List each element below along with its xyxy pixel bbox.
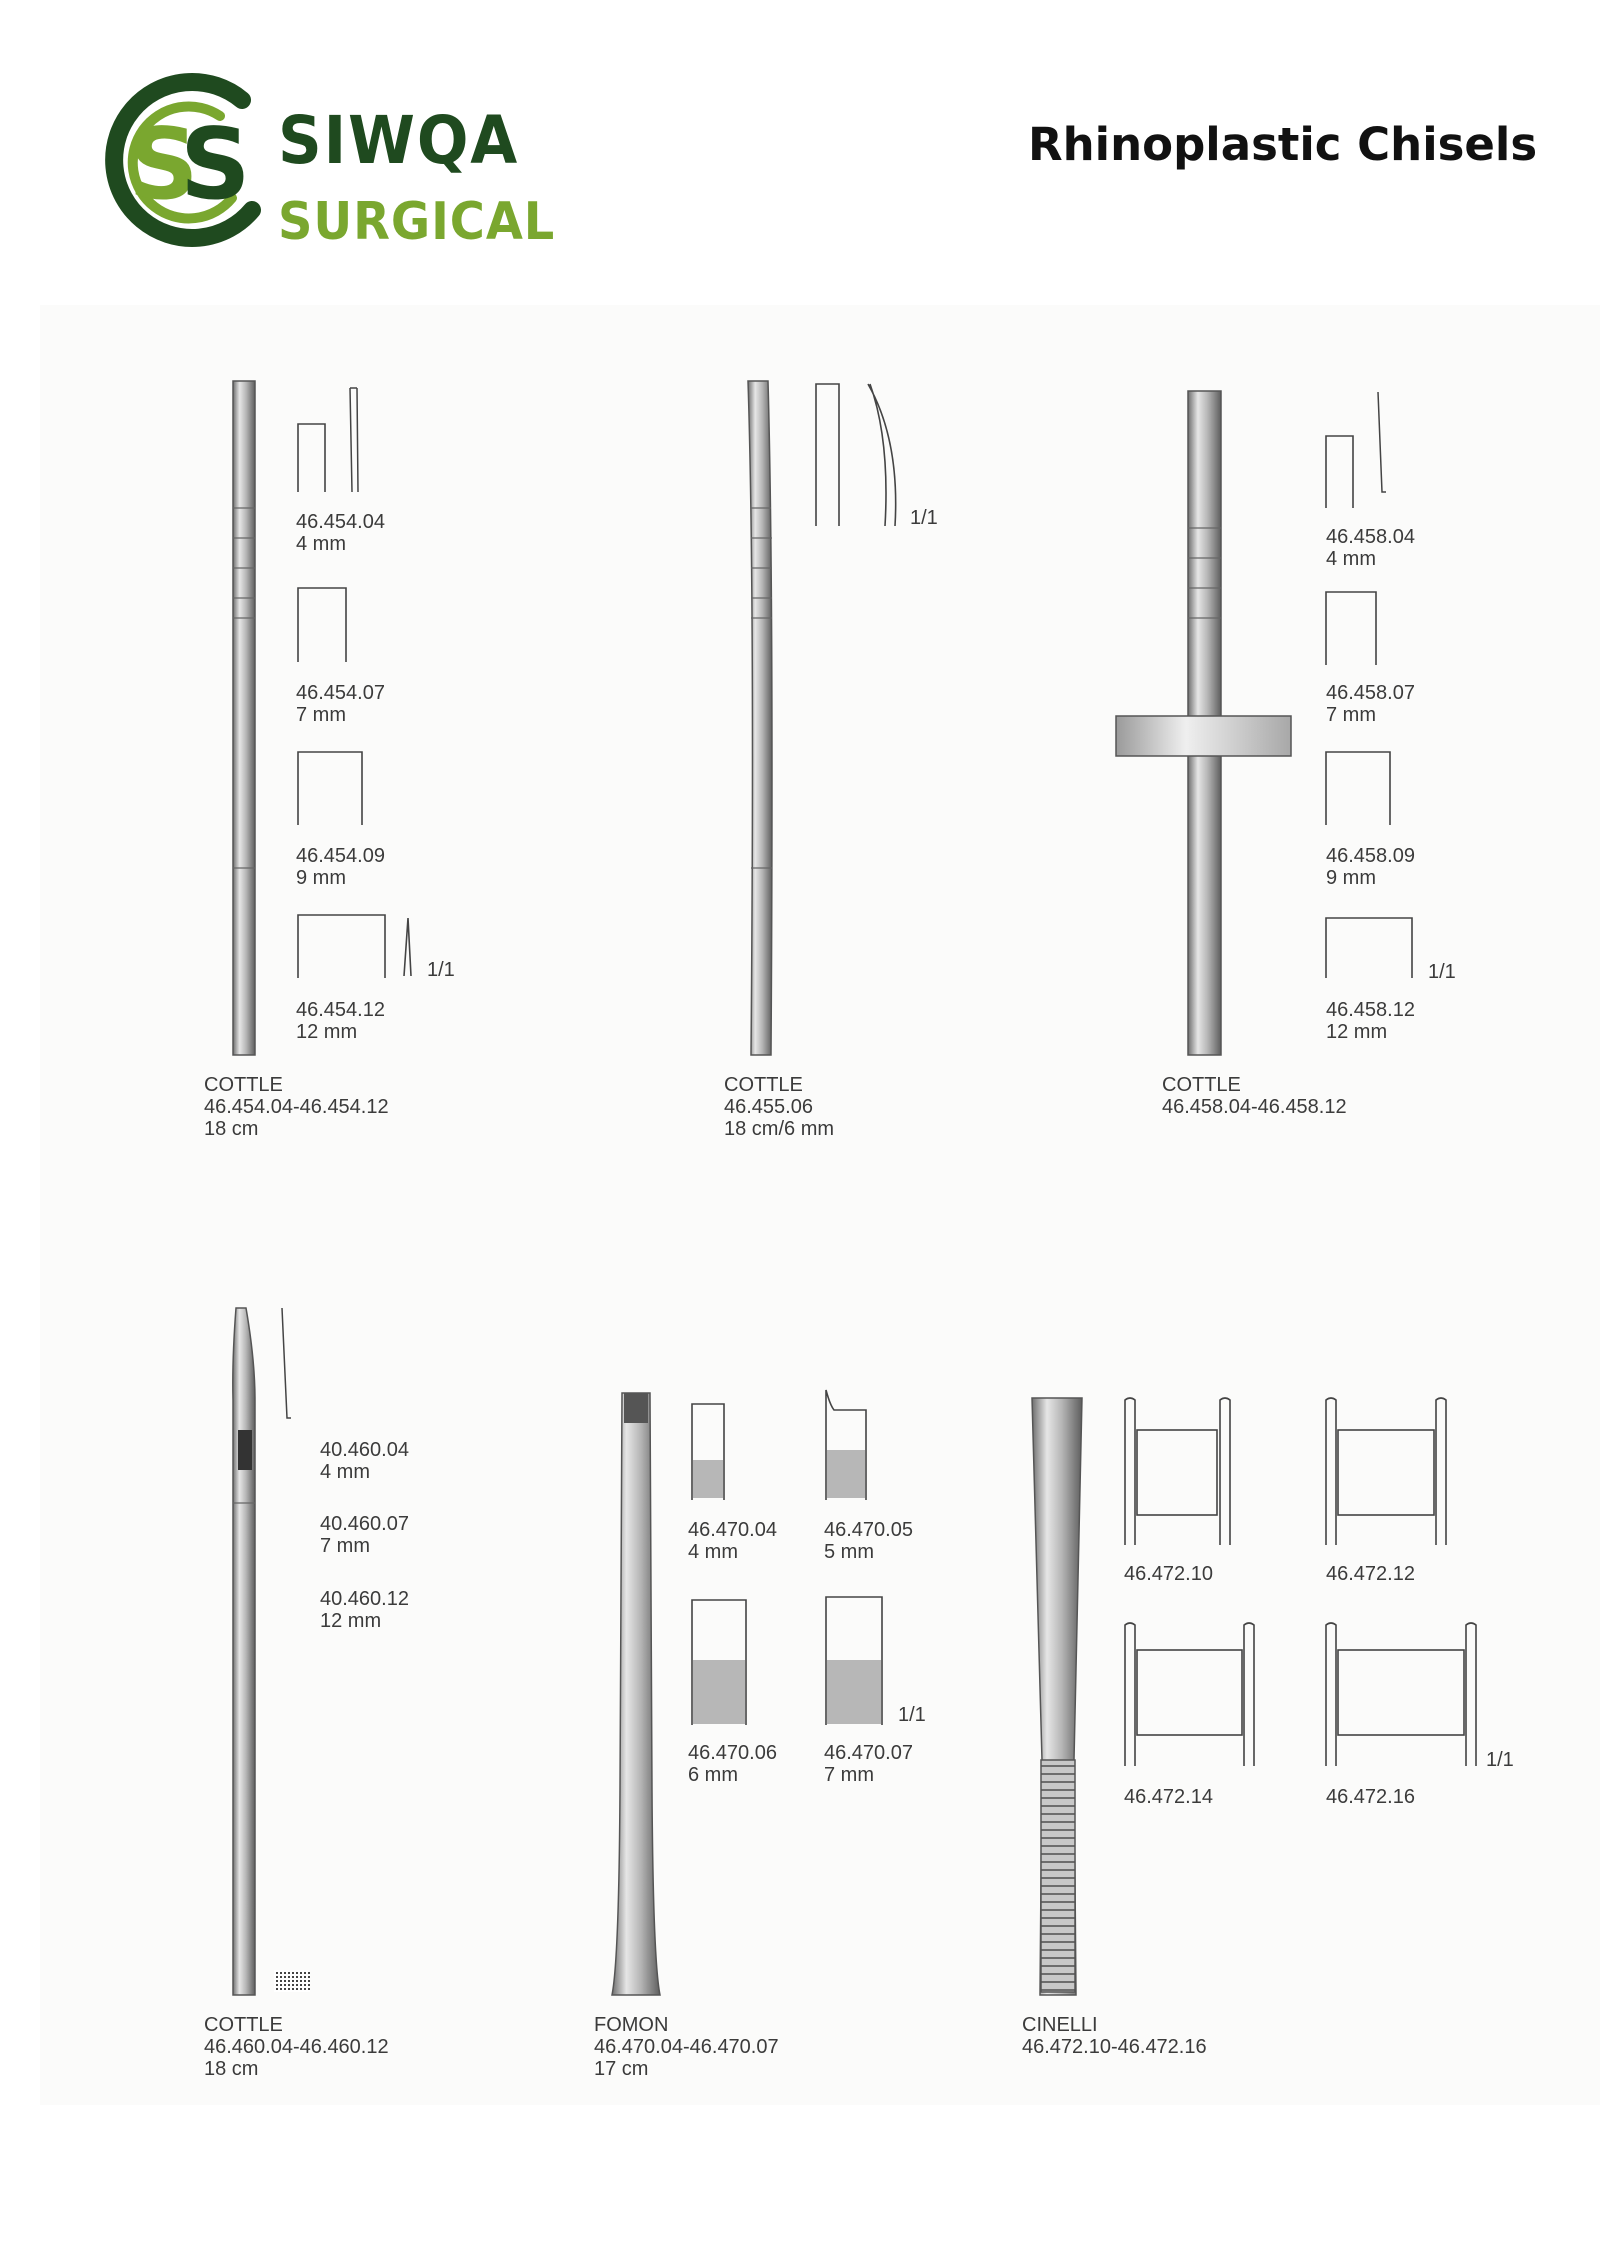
scale-mark: 1/1	[1428, 961, 1456, 983]
caption	[1022, 2014, 1207, 2058]
caption-name: CINELLI	[1022, 2014, 1098, 2036]
size-label-mm: 4 mm	[320, 1461, 370, 1483]
size-label-mm: 9 mm	[296, 867, 346, 889]
caption	[594, 2014, 779, 2080]
size-label-code: 40.460.04	[320, 1439, 409, 1461]
brand-subtitle: SURGICAL	[278, 192, 556, 252]
size-label-mm: 12 mm	[320, 1610, 382, 1632]
svg-text:S: S	[180, 108, 251, 222]
caption-range: 46.460.04-46.460.12	[204, 2036, 389, 2058]
size-label-code: 46.454.04	[296, 511, 385, 533]
size-label-mm: 7 mm	[320, 1535, 370, 1557]
scale-mark: 1/1	[1486, 1749, 1514, 1771]
size-label-code: 46.458.09	[1326, 845, 1415, 867]
svg-text:S: S	[128, 108, 199, 222]
caption	[204, 1074, 389, 1140]
size-label-mm: 12 mm	[296, 1021, 358, 1043]
size-label-code: 46.472.12	[1326, 1563, 1415, 1585]
size-label-mm: 7 mm	[824, 1764, 874, 1786]
caption-range: 46.472.10-46.472.16	[1022, 2036, 1207, 2058]
scale-mark: 1/1	[427, 959, 455, 981]
caption-name: COTTLE	[204, 2014, 283, 2036]
size-label-code: 46.472.14	[1124, 1786, 1213, 1808]
scale-mark: 1/1	[910, 507, 938, 529]
caption-range: 46.454.04-46.454.12	[204, 1096, 389, 1118]
size-label-mm: 7 mm	[296, 704, 346, 726]
caption-name: COTTLE	[204, 1074, 283, 1096]
caption-length: 18 cm/6 mm	[724, 1118, 835, 1140]
size-label-code: 46.458.04	[1326, 526, 1415, 548]
size-label-mm: 6 mm	[688, 1764, 738, 1786]
caption-length: 17 cm	[594, 2058, 649, 2080]
size-label-code: 46.472.16	[1326, 1786, 1415, 1808]
size-label-code: 40.460.12	[320, 1588, 409, 1610]
size-label-mm: 12 mm	[1326, 1021, 1388, 1043]
fomon-chisel	[612, 1390, 882, 1995]
size-label-mm: 7 mm	[1326, 704, 1376, 726]
page-title: Rhinoplastic Chisels	[1028, 118, 1538, 171]
caption	[724, 1074, 834, 1140]
brand-name: SIWQA	[278, 102, 520, 179]
caption-range: 46.458.04-46.458.12	[1162, 1096, 1347, 1118]
scale-mark: 1/1	[898, 1704, 926, 1726]
size-label-code: 46.472.10	[1124, 1563, 1213, 1585]
size-label-code: 46.454.12	[296, 999, 385, 1021]
cottle-chisel-curved	[748, 381, 896, 1055]
size-label-code: 46.454.07	[296, 682, 385, 704]
size-label-code: 46.458.12	[1326, 999, 1415, 1021]
caption-length: 18 cm	[204, 1118, 259, 1140]
size-label-mm: 4 mm	[296, 533, 346, 555]
size-label-code: 46.470.06	[688, 1742, 777, 1764]
caption	[204, 2014, 389, 2080]
caption	[1162, 1074, 1347, 1118]
caption-name: COTTLE	[724, 1074, 803, 1096]
caption-range: 46.470.04-46.470.07	[594, 2036, 779, 2058]
cottle-chisel-long	[233, 1308, 310, 1995]
size-label-code: 46.470.04	[688, 1519, 777, 1541]
caption-length: 18 cm	[204, 2058, 259, 2080]
caption-name: FOMON	[594, 2014, 669, 2036]
size-label-mm: 4 mm	[1326, 548, 1376, 570]
size-label-mm: 9 mm	[1326, 867, 1376, 889]
size-label-code: 46.470.07	[824, 1742, 913, 1764]
size-label-mm: 4 mm	[688, 1541, 738, 1563]
cinelli-chisel	[1032, 1398, 1476, 1995]
caption-name: COTTLE	[1162, 1074, 1241, 1096]
caption-range: 46.455.06	[724, 1096, 813, 1118]
size-label-code: 46.470.05	[824, 1519, 913, 1541]
size-label-code: 46.454.09	[296, 845, 385, 867]
size-label-code: 40.460.07	[320, 1513, 409, 1535]
size-label-mm: 5 mm	[824, 1541, 874, 1563]
size-label-code: 46.458.07	[1326, 682, 1415, 704]
